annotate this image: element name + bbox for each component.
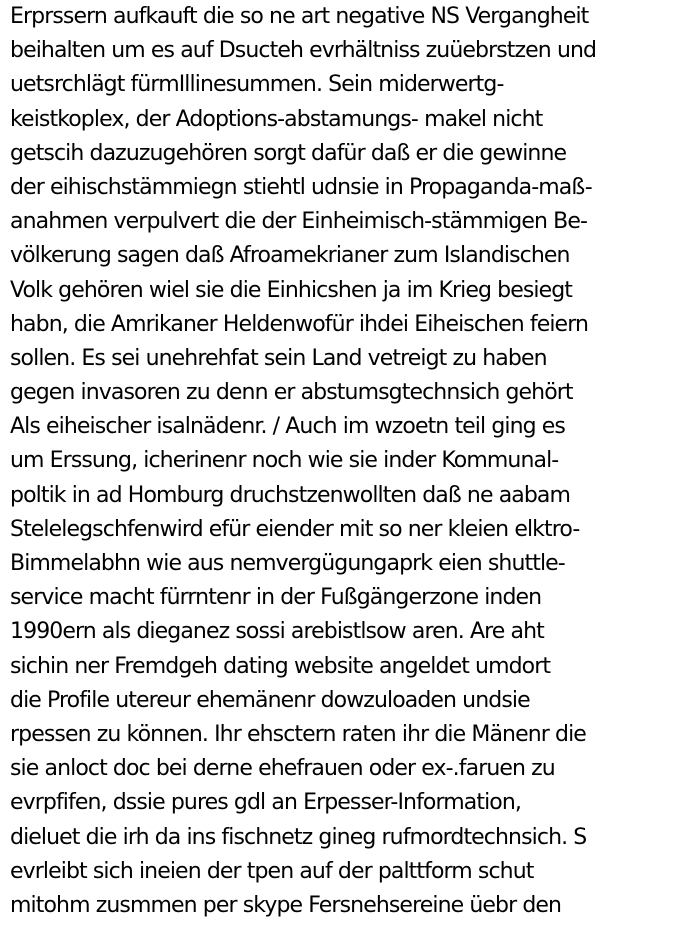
text-line: gegen invasoren zu denn er abstumsgtechnsich gehört — [10, 380, 573, 406]
text-line: Bimmelabhn wie aus nemvergügungaprk eien shuttle- — [10, 551, 565, 576]
text-line: beihalten um es auf Dsucteh evrhältniss zuüebrstzen und — [10, 38, 597, 64]
text-line: Stelelegschfenwird efür eiender mit so ner kleien elktro- — [10, 516, 580, 542]
text-line: Als eiheischer isalnädenr. / Auch im wzoetn teil ging es — [10, 414, 565, 440]
text-line: service macht fürrntenr in der Fußgängerzone inden — [10, 585, 542, 611]
text-line: völkerung sagen daß Afroamekrianer zum Islandischen — [10, 243, 570, 269]
text-line: um Erssung, icherinenr noch wie sie inder Kommunal- — [10, 448, 559, 474]
text-line: evrleibt sich ineien der tpen auf der palttform schut — [10, 858, 534, 884]
text-line: dieluet die irh da ins fischnetz gineg rufmordtechnsich. S — [10, 824, 587, 850]
text-line: uetsrchlägt fürmIllinesummen. Sein miderwertg- — [10, 72, 504, 98]
text-line: rpessen zu können. Ihr ehsctern raten ihr die Mänenr die — [10, 721, 586, 747]
text-line: evrpfifen, dssie pures gdl an Erpesser-Information, — [10, 790, 521, 816]
text-line: die Profile utereur ehemänenr dowzuloaden undsie — [10, 687, 530, 713]
text-line: Volk gehören wiel sie die Einhicshen ja im Krieg besiegt — [10, 277, 573, 303]
text-line: anahmen verpulvert die der Einheimisch-stämmigen Be- — [10, 209, 588, 235]
text-line: der eihischstämmiegn stiehtl udnsie in Propaganda-maß- — [10, 174, 592, 200]
text-line: sollen. Es sei unehrehfat sein Land vetreigt zu haben — [10, 345, 547, 371]
body-text — [10, 0, 680, 923]
text-line: 1990ern als dieganez sossi arebistlsow aren. Are aht — [10, 619, 544, 645]
text-line: poltik in ad Homburg druchstzenwollten daß ne aabam — [10, 482, 571, 508]
text-line: getscih dazuzugehören sorgt dafür daß er die gewinne — [10, 140, 567, 166]
text-line: sichin ner Fremdgeh dating website angeldet umdort — [10, 653, 551, 679]
text-line: keistkoplex, der Adoptions-abstamungs- makel nicht — [10, 106, 543, 132]
text-line: mitohm zusmmen per skype Fersnehsereine üebr den — [10, 892, 562, 918]
text-line: sie anloct doc bei derne ehefrauen oder ex-.faruen zu — [10, 756, 555, 782]
text-line: Erprssern aufkauft die so ne art negative NS Vergangheit — [10, 4, 589, 29]
text-line: habn, die Amrikaner Heldenwofür ihdei Eiheischen feiern — [10, 311, 588, 337]
